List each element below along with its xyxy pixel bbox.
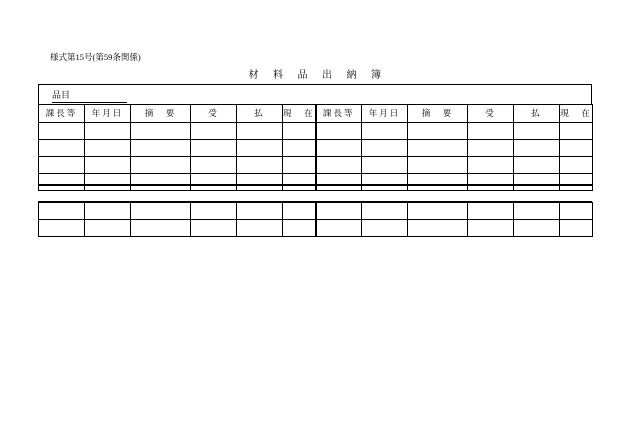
cell[interactable] bbox=[283, 157, 316, 174]
form-number: 様式第15号(第59条関係) bbox=[50, 52, 141, 62]
cell[interactable] bbox=[283, 140, 316, 157]
col-header-8 bbox=[408, 105, 468, 123]
cell[interactable] bbox=[131, 174, 191, 191]
cell[interactable] bbox=[560, 174, 593, 191]
cell[interactable] bbox=[514, 123, 560, 140]
cell[interactable] bbox=[191, 174, 237, 191]
cell[interactable] bbox=[514, 157, 560, 174]
col-header-label-4: 払 bbox=[254, 108, 265, 118]
cell[interactable] bbox=[468, 157, 514, 174]
table-row[interactable] bbox=[39, 123, 593, 140]
cell[interactable] bbox=[191, 203, 237, 220]
cell[interactable] bbox=[85, 123, 131, 140]
cell[interactable] bbox=[237, 220, 283, 237]
cell[interactable] bbox=[408, 174, 468, 191]
cell[interactable] bbox=[316, 140, 362, 157]
cell[interactable] bbox=[560, 220, 593, 237]
col-header-1 bbox=[85, 105, 131, 123]
title-char-2: 料 bbox=[273, 70, 284, 81]
section-divider-top bbox=[38, 184, 592, 186]
cell[interactable] bbox=[39, 220, 85, 237]
cell[interactable] bbox=[237, 157, 283, 174]
cell[interactable] bbox=[362, 174, 408, 191]
cell[interactable] bbox=[408, 203, 468, 220]
col-header-label-8: 摘 要 bbox=[421, 108, 454, 118]
col-header-7 bbox=[362, 105, 408, 123]
ledger-body-section-2 bbox=[39, 203, 593, 237]
cell[interactable] bbox=[191, 140, 237, 157]
cell[interactable] bbox=[408, 220, 468, 237]
cell[interactable] bbox=[514, 174, 560, 191]
cell[interactable] bbox=[316, 203, 362, 220]
ledger-table-section-1 bbox=[38, 104, 593, 191]
col-header-10 bbox=[514, 105, 560, 123]
table-row[interactable] bbox=[39, 203, 593, 220]
cell[interactable] bbox=[191, 157, 237, 174]
col-header-label-1: 年月日 bbox=[91, 108, 124, 118]
cell[interactable] bbox=[560, 157, 593, 174]
cell[interactable] bbox=[237, 174, 283, 191]
cell[interactable] bbox=[316, 220, 362, 237]
ledger-body-section-1 bbox=[39, 123, 593, 191]
col-header-0 bbox=[39, 105, 85, 123]
title-char-4: 出 bbox=[322, 70, 333, 81]
cell[interactable] bbox=[237, 140, 283, 157]
cell[interactable] bbox=[39, 203, 85, 220]
cell[interactable] bbox=[362, 123, 408, 140]
cell[interactable] bbox=[468, 203, 514, 220]
cell[interactable] bbox=[39, 174, 85, 191]
table-row[interactable] bbox=[39, 157, 593, 174]
title-char-3: 品 bbox=[297, 70, 308, 81]
table-header-row bbox=[39, 105, 593, 123]
col-header-label-7: 年月日 bbox=[368, 108, 401, 118]
col-header-label-10: 払 bbox=[531, 108, 542, 118]
item-label: 品目 bbox=[52, 88, 127, 103]
cell[interactable] bbox=[362, 140, 408, 157]
cell[interactable] bbox=[316, 157, 362, 174]
col-header-3 bbox=[191, 105, 237, 123]
cell[interactable] bbox=[85, 203, 131, 220]
cell[interactable] bbox=[191, 123, 237, 140]
cell[interactable] bbox=[560, 123, 593, 140]
title-char-5: 納 bbox=[346, 70, 357, 81]
col-header-label-2: 摘 要 bbox=[144, 108, 177, 118]
cell[interactable] bbox=[131, 123, 191, 140]
cell[interactable] bbox=[408, 123, 468, 140]
cell[interactable] bbox=[237, 123, 283, 140]
cell[interactable] bbox=[514, 220, 560, 237]
cell[interactable] bbox=[468, 174, 514, 191]
cell[interactable] bbox=[237, 203, 283, 220]
cell[interactable] bbox=[39, 157, 85, 174]
col-header-label-9: 受 bbox=[485, 108, 496, 118]
document-title bbox=[0, 66, 630, 81]
cell[interactable] bbox=[191, 220, 237, 237]
table-row[interactable] bbox=[39, 140, 593, 157]
cell[interactable] bbox=[408, 140, 468, 157]
cell[interactable] bbox=[468, 140, 514, 157]
cell[interactable] bbox=[468, 220, 514, 237]
col-header-label-3: 受 bbox=[208, 108, 219, 118]
cell[interactable] bbox=[39, 140, 85, 157]
col-header-9 bbox=[468, 105, 514, 123]
col-header-2 bbox=[131, 105, 191, 123]
cell[interactable] bbox=[514, 140, 560, 157]
cell[interactable] bbox=[131, 203, 191, 220]
col-header-5 bbox=[283, 105, 316, 123]
cell[interactable] bbox=[85, 140, 131, 157]
cell[interactable] bbox=[85, 220, 131, 237]
table-row[interactable] bbox=[39, 220, 593, 237]
cell[interactable] bbox=[131, 220, 191, 237]
cell[interactable] bbox=[283, 220, 316, 237]
cell[interactable] bbox=[560, 140, 593, 157]
ledger-table-section-2 bbox=[38, 202, 593, 237]
cell[interactable] bbox=[362, 203, 408, 220]
col-header-label-0: 課長等 bbox=[45, 108, 78, 118]
cell[interactable] bbox=[85, 174, 131, 191]
cell[interactable] bbox=[283, 174, 316, 191]
col-header-label-6: 課長等 bbox=[322, 108, 355, 118]
cell[interactable] bbox=[362, 220, 408, 237]
cell[interactable] bbox=[316, 123, 362, 140]
cell[interactable] bbox=[131, 157, 191, 174]
cell[interactable] bbox=[131, 140, 191, 157]
col-header-label-5: 現 在 bbox=[283, 108, 315, 118]
table-row[interactable] bbox=[39, 174, 593, 191]
cell[interactable] bbox=[468, 123, 514, 140]
col-header-4 bbox=[237, 105, 283, 123]
col-header-11 bbox=[560, 105, 593, 123]
cell[interactable] bbox=[408, 157, 468, 174]
cell[interactable] bbox=[85, 157, 131, 174]
cell[interactable] bbox=[39, 123, 85, 140]
title-char-6: 簿 bbox=[371, 70, 382, 81]
title-char-1: 材 bbox=[248, 70, 259, 81]
cell[interactable] bbox=[362, 157, 408, 174]
cell[interactable] bbox=[316, 174, 362, 191]
cell[interactable] bbox=[560, 203, 593, 220]
cell[interactable] bbox=[283, 203, 316, 220]
cell[interactable] bbox=[514, 203, 560, 220]
col-header-label-11: 現 在 bbox=[560, 108, 592, 118]
col-header-6 bbox=[316, 105, 362, 123]
cell[interactable] bbox=[283, 123, 316, 140]
